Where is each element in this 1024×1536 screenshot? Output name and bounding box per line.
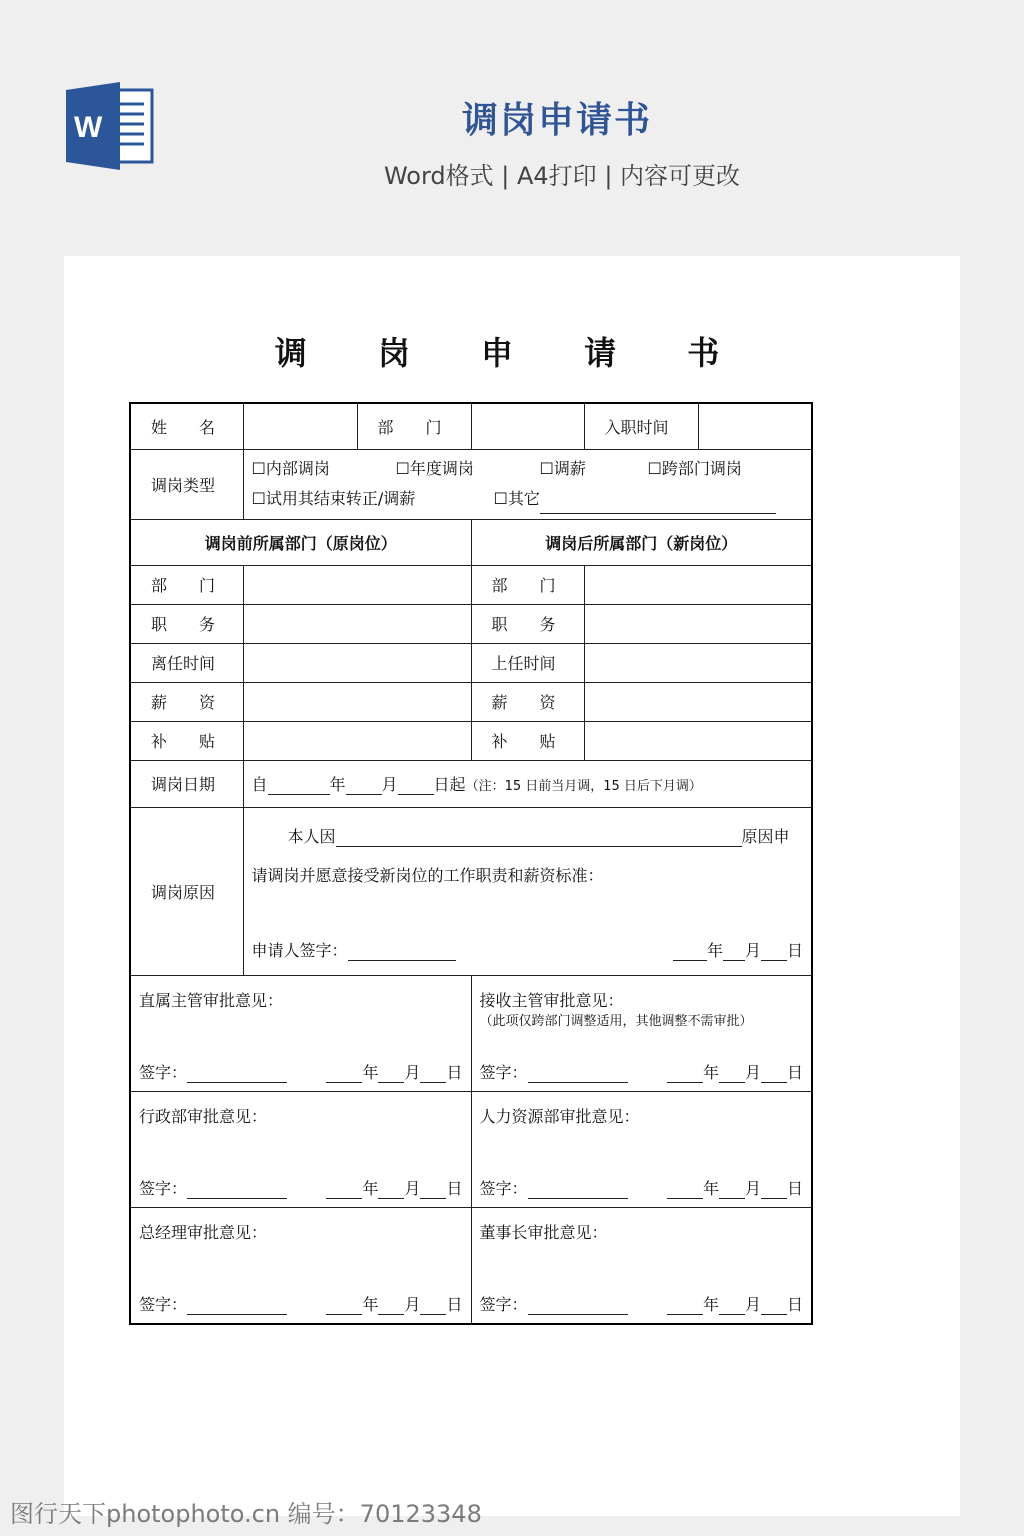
applicant-sign-label: 申请人签字：: [251, 940, 348, 960]
day-line[interactable]: [761, 944, 787, 961]
day-line[interactable]: [420, 1298, 446, 1315]
sign-line[interactable]: [187, 1066, 287, 1083]
after-value[interactable]: [584, 565, 812, 604]
day-line[interactable]: [420, 1066, 446, 1083]
position-row: [130, 643, 812, 682]
month-text: 月: [404, 1062, 421, 1082]
svg-text:W: W: [74, 111, 103, 144]
year-text: 年: [362, 1178, 379, 1198]
month-text: 月: [744, 1178, 761, 1198]
watermark: 图行天下photophoto.cn 编号：70123348: [10, 1500, 482, 1528]
day-text: 日: [446, 1294, 463, 1314]
after-label: 部 门: [471, 565, 584, 604]
approval-date: [326, 1060, 462, 1083]
year-input-line[interactable]: [268, 778, 330, 795]
applicant-sign-line[interactable]: [348, 944, 456, 961]
option-probation[interactable]: ☐试用其结束转正/调薪: [251, 489, 416, 508]
before-header: 调岗前所属部门（原岗位）: [130, 519, 471, 565]
dept-label: 部 门: [357, 403, 471, 449]
reason-cell[interactable]: [243, 807, 812, 975]
day-text: 日: [446, 1062, 463, 1082]
year-line[interactable]: [673, 944, 707, 961]
approval-date: [667, 1292, 803, 1315]
approval-chairman[interactable]: [471, 1207, 812, 1324]
approval-row: [130, 975, 812, 1091]
approval-title: 行政部审批意见：: [139, 1106, 268, 1126]
sign-line[interactable]: [528, 1298, 628, 1315]
option-salary[interactable]: ☐调薪: [539, 459, 586, 478]
day-line[interactable]: [420, 1182, 446, 1199]
reason-prefix: 本人因: [287, 826, 336, 846]
approval-receiving-supervisor[interactable]: [471, 975, 812, 1091]
approval-date: [667, 1060, 803, 1083]
option-annual[interactable]: ☐年度调岗: [395, 459, 474, 478]
reason-input-line[interactable]: [336, 830, 742, 847]
year-text: 年: [706, 940, 723, 960]
year-line[interactable]: [667, 1182, 703, 1199]
after-header: 调岗后所属部门（新岗位）: [471, 519, 812, 565]
sign-label: 签字：: [139, 1178, 188, 1198]
approval-title: 总经理审批意见：: [139, 1222, 268, 1242]
after-value[interactable]: [584, 604, 812, 643]
sign-line[interactable]: [528, 1182, 628, 1199]
after-label: 上任时间: [471, 643, 584, 682]
reason-line2: 请调岗并愿意接受新岗位的工作职责和薪资标准：: [251, 865, 604, 885]
position-row: [130, 682, 812, 721]
date-year: 年: [329, 775, 346, 794]
name-label: 姓 名: [130, 403, 243, 449]
before-value[interactable]: [243, 565, 471, 604]
position-row: [130, 604, 812, 643]
position-row: [130, 721, 812, 760]
day-line[interactable]: [761, 1066, 787, 1083]
application-form: [129, 402, 813, 1325]
approval-title: 直属主管审批意见：: [139, 990, 284, 1010]
day-line[interactable]: [761, 1298, 787, 1315]
year-line[interactable]: [326, 1182, 362, 1199]
date-note: （注：15 日前当月调，15 日后下月调）: [465, 779, 702, 794]
month-line[interactable]: [378, 1182, 404, 1199]
name-field[interactable]: [243, 403, 357, 449]
transfer-date-row: [130, 760, 812, 807]
sign-line[interactable]: [187, 1298, 287, 1315]
day-text: 日: [446, 1178, 463, 1198]
day-line[interactable]: [761, 1182, 787, 1199]
reason-suffix: 原因申: [741, 826, 790, 846]
before-value[interactable]: [243, 682, 471, 721]
approval-title: 接收主管审批意见：: [479, 990, 624, 1010]
sign-label: 签字：: [479, 1178, 528, 1198]
month-line[interactable]: [719, 1066, 745, 1083]
before-label: 离任时间: [130, 643, 243, 682]
sign-label: 签字：: [479, 1062, 528, 1082]
approval-general-manager[interactable]: [130, 1207, 471, 1324]
day-text: 日: [786, 940, 803, 960]
year-text: 年: [702, 1062, 719, 1082]
option-cross-dept[interactable]: ☐跨部门调岗: [647, 459, 742, 478]
after-label: 补 贴: [471, 721, 584, 760]
approval-row: [130, 1091, 812, 1207]
before-label: 补 贴: [130, 721, 243, 760]
approval-admin[interactable]: [130, 1091, 471, 1207]
approval-hr[interactable]: [471, 1091, 812, 1207]
page-title: 调岗申请书: [461, 100, 652, 141]
day-text: 日: [786, 1062, 803, 1082]
before-value[interactable]: [243, 721, 471, 760]
day-input-line[interactable]: [398, 778, 434, 795]
approval-title: 董事长审批意见：: [479, 1222, 608, 1242]
applicant-date: [673, 938, 803, 961]
before-label: 职 务: [130, 604, 243, 643]
year-line[interactable]: [326, 1298, 362, 1315]
before-value[interactable]: [243, 604, 471, 643]
after-value[interactable]: [584, 721, 812, 760]
other-input-line[interactable]: [540, 497, 776, 514]
year-text: 年: [702, 1178, 719, 1198]
month-text: 月: [404, 1178, 421, 1198]
reason-line1: [288, 824, 804, 847]
sign-line[interactable]: [528, 1066, 628, 1083]
sign-label: 签字：: [479, 1294, 528, 1314]
year-line[interactable]: [326, 1066, 362, 1083]
reason-label: 调岗原因: [130, 807, 243, 975]
after-value[interactable]: [584, 643, 812, 682]
after-label: 薪 资: [471, 682, 584, 721]
option-other[interactable]: ☐其它: [493, 489, 540, 508]
sign-label: 签字：: [139, 1294, 188, 1314]
transfer-type-row: [130, 449, 812, 519]
sign-label: 签字：: [139, 1062, 188, 1082]
day-text: 日: [786, 1294, 803, 1314]
transfer-type-label: 调岗类型: [130, 449, 243, 519]
date-from: 自: [251, 775, 268, 794]
position-header-row: [130, 519, 812, 565]
join-date-label: 入职时间: [584, 403, 698, 449]
month-line[interactable]: [719, 1182, 745, 1199]
date-start: 日起: [433, 775, 466, 794]
page-subtitle: Word格式 | A4打印 | 内容可更改: [383, 162, 741, 190]
basic-info-row: [130, 403, 812, 449]
applicant-sign: [252, 938, 456, 961]
position-row: [130, 565, 812, 604]
month-input-line[interactable]: [346, 778, 382, 795]
year-line[interactable]: [667, 1066, 703, 1083]
year-line[interactable]: [667, 1298, 703, 1315]
day-text: 日: [786, 1178, 803, 1198]
month-line[interactable]: [723, 944, 745, 961]
after-label: 职 务: [471, 604, 584, 643]
month-text: 月: [404, 1294, 421, 1314]
approval-date: [326, 1176, 462, 1199]
date-month: 月: [381, 775, 398, 794]
approval-row: [130, 1207, 812, 1324]
year-text: 年: [362, 1062, 379, 1082]
year-text: 年: [362, 1294, 379, 1314]
approval-direct-supervisor[interactable]: [130, 975, 471, 1091]
approval-date: [667, 1176, 803, 1199]
before-label: 薪 资: [130, 682, 243, 721]
year-text: 年: [702, 1294, 719, 1314]
month-text: 月: [744, 1062, 761, 1082]
before-label: 部 门: [130, 565, 243, 604]
document-title: 调 岗 申 请 书: [274, 334, 750, 372]
reason-row: [130, 807, 812, 975]
month-line[interactable]: [378, 1298, 404, 1315]
after-value[interactable]: [584, 682, 812, 721]
sign-line[interactable]: [187, 1182, 287, 1199]
before-value[interactable]: [243, 643, 471, 682]
join-date-field[interactable]: [698, 403, 812, 449]
approval-note: （此项仅跨部门调整适用，其他调整不需审批）: [479, 1013, 753, 1029]
approval-date: [326, 1292, 462, 1315]
month-text: 月: [744, 940, 761, 960]
month-line[interactable]: [719, 1298, 745, 1315]
option-internal[interactable]: ☐内部调岗: [251, 459, 330, 478]
transfer-date-label: 调岗日期: [130, 760, 243, 807]
approval-title: 人力资源部审批意见：: [479, 1106, 640, 1126]
month-text: 月: [744, 1294, 761, 1314]
dept-field[interactable]: [471, 403, 584, 449]
month-line[interactable]: [378, 1066, 404, 1083]
